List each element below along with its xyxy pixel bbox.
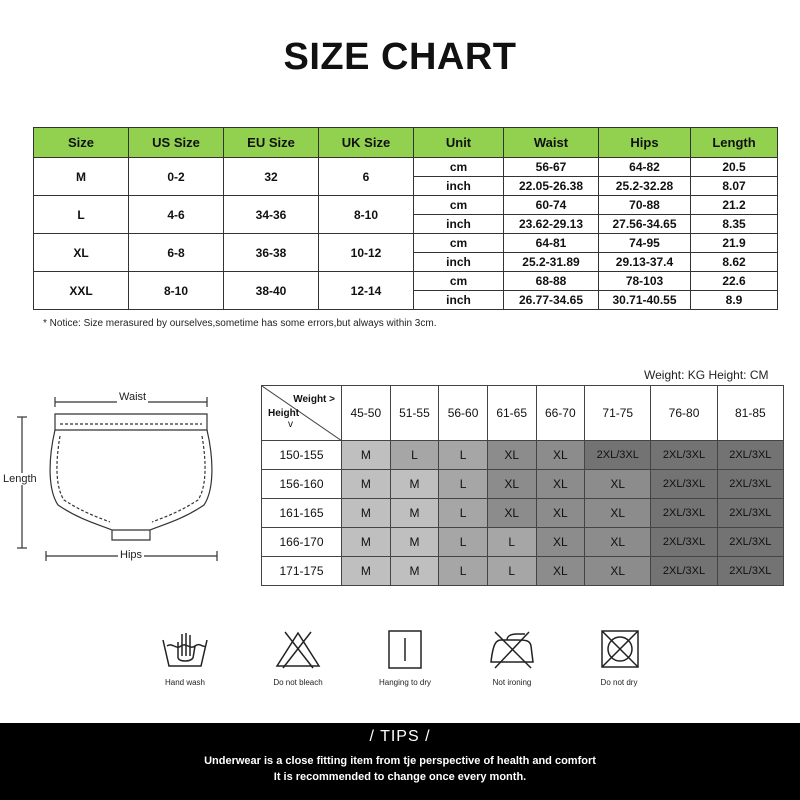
- size-row: [34, 158, 778, 177]
- col-header: Hips: [599, 128, 691, 158]
- size-cell-us: 4-6: [129, 196, 224, 234]
- measure-cell-inch: inch: [414, 177, 504, 196]
- size-recommendation-cell: XL: [536, 441, 585, 470]
- size-table: [33, 127, 778, 310]
- measure-cell-cm: 68-88: [504, 272, 599, 291]
- size-row: [34, 234, 778, 253]
- size-cell-us: 0-2: [129, 158, 224, 196]
- measure-cell-inch: inch: [414, 291, 504, 310]
- size-recommendation-cell: XL: [585, 470, 651, 499]
- measure-cell-inch: 25.2-31.89: [504, 253, 599, 272]
- care-hang-dry: [370, 628, 440, 687]
- size-recommendation-cell: 2XL/3XL: [651, 528, 717, 557]
- weight-header-row: [262, 386, 784, 441]
- size-cell-uk: 8-10: [319, 196, 414, 234]
- care-no-iron: [477, 628, 547, 687]
- weight-header-cell: 71-75: [585, 386, 651, 441]
- measure-cell-inch: 22.05-26.38: [504, 177, 599, 196]
- size-recommendation-cell: 2XL/3XL: [717, 557, 783, 586]
- corner-cell: [262, 386, 342, 441]
- hang-dry-icon: [380, 628, 430, 670]
- measure-cell-inch: 8.9: [691, 291, 778, 310]
- measure-cell-cm: cm: [414, 158, 504, 177]
- size-cell-eu: 34-36: [224, 196, 319, 234]
- measure-cell-inch: 25.2-32.28: [599, 177, 691, 196]
- measure-cell-inch: 26.77-34.65: [504, 291, 599, 310]
- size-recommendation-cell: XL: [487, 441, 536, 470]
- height-cell: 150-155: [262, 441, 342, 470]
- size-recommendation-cell: M: [390, 557, 439, 586]
- size-recommendation-cell: XL: [536, 470, 585, 499]
- size-cell-us: 6-8: [129, 234, 224, 272]
- col-header: Unit: [414, 128, 504, 158]
- measure-cell-cm: cm: [414, 234, 504, 253]
- size-row: [34, 196, 778, 215]
- size-recommendation-cell: L: [487, 557, 536, 586]
- size-recommendation-cell: M: [390, 528, 439, 557]
- size-recommendation-cell: M: [342, 528, 391, 557]
- size-recommendation-cell: M: [342, 499, 391, 528]
- size-cell-eu: 32: [224, 158, 319, 196]
- size-cell-eu: 36-38: [224, 234, 319, 272]
- measure-cell-inch: 23.62-29.13: [504, 215, 599, 234]
- size-recommendation-cell: 2XL/3XL: [717, 528, 783, 557]
- weight-header-cell: 61-65: [487, 386, 536, 441]
- measure-cell-cm: 21.2: [691, 196, 778, 215]
- size-cell-size: L: [34, 196, 129, 234]
- care-hand-wash: [150, 628, 220, 687]
- size-recommendation-cell: L: [439, 528, 488, 557]
- size-recommendation-cell: M: [342, 470, 391, 499]
- size-cell-uk: 12-14: [319, 272, 414, 310]
- measure-cell-cm: 78-103: [599, 272, 691, 291]
- size-recommendation-cell: 2XL/3XL: [717, 441, 783, 470]
- tips-line-2: It is recommended to change once every month.: [273, 771, 527, 783]
- care-label: Do not dry: [600, 678, 638, 687]
- height-row: [262, 557, 784, 586]
- waist-label: Waist: [119, 391, 147, 403]
- corner-height-text: Height: [268, 408, 300, 419]
- height-row: [262, 441, 784, 470]
- size-recommendation-cell: 2XL/3XL: [651, 470, 717, 499]
- size-cell-uk: 10-12: [319, 234, 414, 272]
- height-cell: 171-175: [262, 557, 342, 586]
- measure-cell-cm: 20.5: [691, 158, 778, 177]
- notice-text: * Notice: Size merasured by ourselves,sometime has some errors,but always within 3cm.: [43, 318, 437, 329]
- measure-cell-inch: 30.71-40.55: [599, 291, 691, 310]
- care-label: Hand wash: [164, 678, 206, 687]
- measure-cell-inch: 8.62: [691, 253, 778, 272]
- size-recommendation-cell: 2XL/3XL: [585, 441, 651, 470]
- size-recommendation-cell: 2XL/3XL: [651, 557, 717, 586]
- size-recommendation-cell: XL: [585, 557, 651, 586]
- weight-height-table: [261, 385, 784, 586]
- length-label: Length: [3, 473, 37, 485]
- size-recommendation-cell: L: [390, 441, 439, 470]
- height-row: [262, 470, 784, 499]
- col-header: EU Size: [224, 128, 319, 158]
- col-header: Size: [34, 128, 129, 158]
- size-recommendation-cell: L: [439, 557, 488, 586]
- size-recommendation-cell: M: [390, 499, 439, 528]
- garment-diagram: [0, 380, 240, 570]
- measure-cell-cm: 21.9: [691, 234, 778, 253]
- no-bleach-icon: [273, 628, 323, 670]
- corner-weight-label: Weight >: [293, 394, 335, 405]
- size-recommendation-cell: L: [439, 499, 488, 528]
- tips-title: / TIPS /: [369, 728, 431, 745]
- size-recommendation-cell: M: [390, 470, 439, 499]
- size-recommendation-cell: 2XL/3XL: [717, 499, 783, 528]
- size-recommendation-cell: 2XL/3XL: [717, 470, 783, 499]
- size-recommendation-cell: L: [487, 528, 536, 557]
- measure-cell-inch: inch: [414, 215, 504, 234]
- measure-cell-cm: 22.6: [691, 272, 778, 291]
- size-recommendation-cell: 2XL/3XL: [651, 441, 717, 470]
- size-recommendation-cell: 2XL/3XL: [651, 499, 717, 528]
- col-header: UK Size: [319, 128, 414, 158]
- measure-cell-cm: 64-81: [504, 234, 599, 253]
- col-header: Waist: [504, 128, 599, 158]
- size-cell-size: M: [34, 158, 129, 196]
- care-label: Not ironing: [492, 678, 532, 687]
- measure-cell-inch: 8.35: [691, 215, 778, 234]
- corner-height-label: [268, 408, 299, 430]
- tips-line-1: Underwear is a close fitting item from tje perspective of health and comfort: [204, 755, 596, 767]
- weight-header-cell: 81-85: [717, 386, 783, 441]
- size-recommendation-cell: XL: [585, 499, 651, 528]
- size-cell-us: 8-10: [129, 272, 224, 310]
- col-header: Length: [691, 128, 778, 158]
- no-tumble-dry-icon: [594, 628, 644, 670]
- size-recommendation-cell: XL: [536, 499, 585, 528]
- hips-label: Hips: [120, 549, 143, 561]
- care-label: Do not bleach: [273, 678, 323, 687]
- care-no-bleach: [263, 628, 333, 687]
- size-recommendation-cell: XL: [536, 528, 585, 557]
- weight-header-cell: 45-50: [342, 386, 391, 441]
- size-recommendation-cell: L: [439, 441, 488, 470]
- size-cell-uk: 6: [319, 158, 414, 196]
- measure-cell-cm: 60-74: [504, 196, 599, 215]
- measure-cell-cm: 70-88: [599, 196, 691, 215]
- hand-wash-icon: [160, 628, 210, 670]
- size-row: [34, 272, 778, 291]
- corner-height-arrow: v: [288, 419, 294, 430]
- measure-cell-cm: 56-67: [504, 158, 599, 177]
- size-recommendation-cell: M: [342, 557, 391, 586]
- measure-cell-cm: cm: [414, 196, 504, 215]
- weight-header-cell: 56-60: [439, 386, 488, 441]
- size-table-header: [34, 128, 778, 158]
- measure-cell-cm: 64-82: [599, 158, 691, 177]
- size-recommendation-cell: XL: [536, 557, 585, 586]
- measure-cell-inch: 27.56-34.65: [599, 215, 691, 234]
- measure-cell-inch: inch: [414, 253, 504, 272]
- measure-cell-inch: 29.13-37.4: [599, 253, 691, 272]
- size-cell-eu: 38-40: [224, 272, 319, 310]
- size-recommendation-cell: XL: [487, 470, 536, 499]
- weight-header-cell: 51-55: [390, 386, 439, 441]
- care-no-dry: [584, 628, 654, 687]
- tips-banner: [0, 723, 800, 800]
- measure-cell-inch: 8.07: [691, 177, 778, 196]
- page-title: SIZE CHART: [283, 36, 517, 78]
- height-cell: 156-160: [262, 470, 342, 499]
- col-header: US Size: [129, 128, 224, 158]
- size-recommendation-cell: XL: [585, 528, 651, 557]
- size-cell-size: XL: [34, 234, 129, 272]
- height-row: [262, 499, 784, 528]
- care-label: Hanging to dry: [378, 678, 432, 687]
- size-recommendation-cell: L: [439, 470, 488, 499]
- weight-header-cell: 66-70: [536, 386, 585, 441]
- measure-cell-cm: 74-95: [599, 234, 691, 253]
- size-recommendation-cell: M: [342, 441, 391, 470]
- unit-note: Weight: KG Height: CM: [644, 368, 769, 382]
- weight-header-cell: 76-80: [651, 386, 717, 441]
- height-cell: 161-165: [262, 499, 342, 528]
- height-cell: 166-170: [262, 528, 342, 557]
- height-row: [262, 528, 784, 557]
- size-recommendation-cell: XL: [487, 499, 536, 528]
- size-cell-size: XXL: [34, 272, 129, 310]
- measure-cell-cm: cm: [414, 272, 504, 291]
- no-iron-icon: [487, 628, 537, 670]
